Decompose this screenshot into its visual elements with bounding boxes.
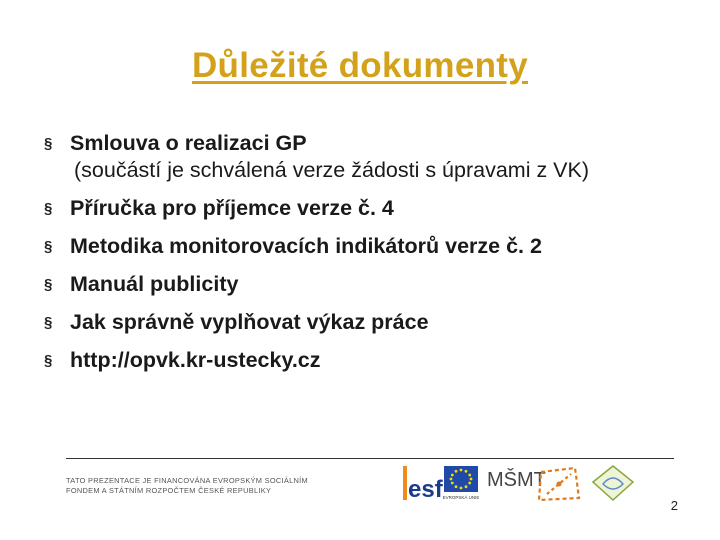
logo-strip: [403, 464, 635, 504]
eu-caption: EVROPSKÁ UNIE: [442, 495, 480, 500]
bullet-marker-icon: §: [44, 200, 53, 217]
bullet-text: Manuál publicity: [70, 272, 239, 296]
bullet-marker-icon: §: [44, 135, 53, 152]
footer-divider: [66, 458, 674, 459]
eu-flag-icon: [443, 464, 479, 502]
bullet-item: [44, 130, 694, 184]
funding-note: [66, 476, 366, 495]
bullet-item: [44, 309, 694, 336]
bullet-subtext: (součástí je schválená verze žádosti s úpravami z VK): [74, 158, 590, 182]
bullet-item: [44, 271, 694, 298]
website-link[interactable]: http://opvk.kr-ustecky.cz: [70, 348, 321, 372]
funding-note-line: TATO PREZENTACE JE FINANCOVÁNA EVROPSKÝM SOCIÁLNÍM: [66, 476, 308, 485]
msmt-logo-icon: [485, 464, 546, 502]
esf-logo-icon: [403, 464, 443, 503]
slide-title: Důležité dokumenty: [191, 46, 528, 85]
bullet-item: [44, 195, 694, 222]
op-logo-icon: [535, 464, 583, 502]
bullet-text: Smlouva o realizaci GP: [70, 131, 307, 155]
bullet-item[interactable]: [44, 347, 694, 374]
region-logo-icon: [589, 464, 635, 502]
esf-logo-text: esf: [408, 476, 443, 503]
bullet-list: [44, 130, 694, 385]
bullet-text: Jak správně vyplňovat výkaz práce: [70, 310, 429, 334]
msmt-logo-text: MŠMT: [487, 469, 546, 491]
bullet-marker-icon: §: [44, 314, 53, 331]
bullet-item: [44, 233, 694, 260]
bullet-text: Metodika monitorovacích indikátorů verze č. 2: [70, 234, 542, 258]
bullet-marker-icon: §: [44, 276, 53, 293]
bullet-marker-icon: §: [44, 238, 53, 255]
bullet-marker-icon: §: [44, 352, 53, 369]
funding-note-line: FONDEM A STÁTNÍM ROZPOČTEM ČESKÉ REPUBLIKY: [66, 485, 272, 495]
page-number: 2: [670, 498, 678, 513]
bullet-text: Příručka pro příjemce verze č. 4: [70, 196, 394, 220]
